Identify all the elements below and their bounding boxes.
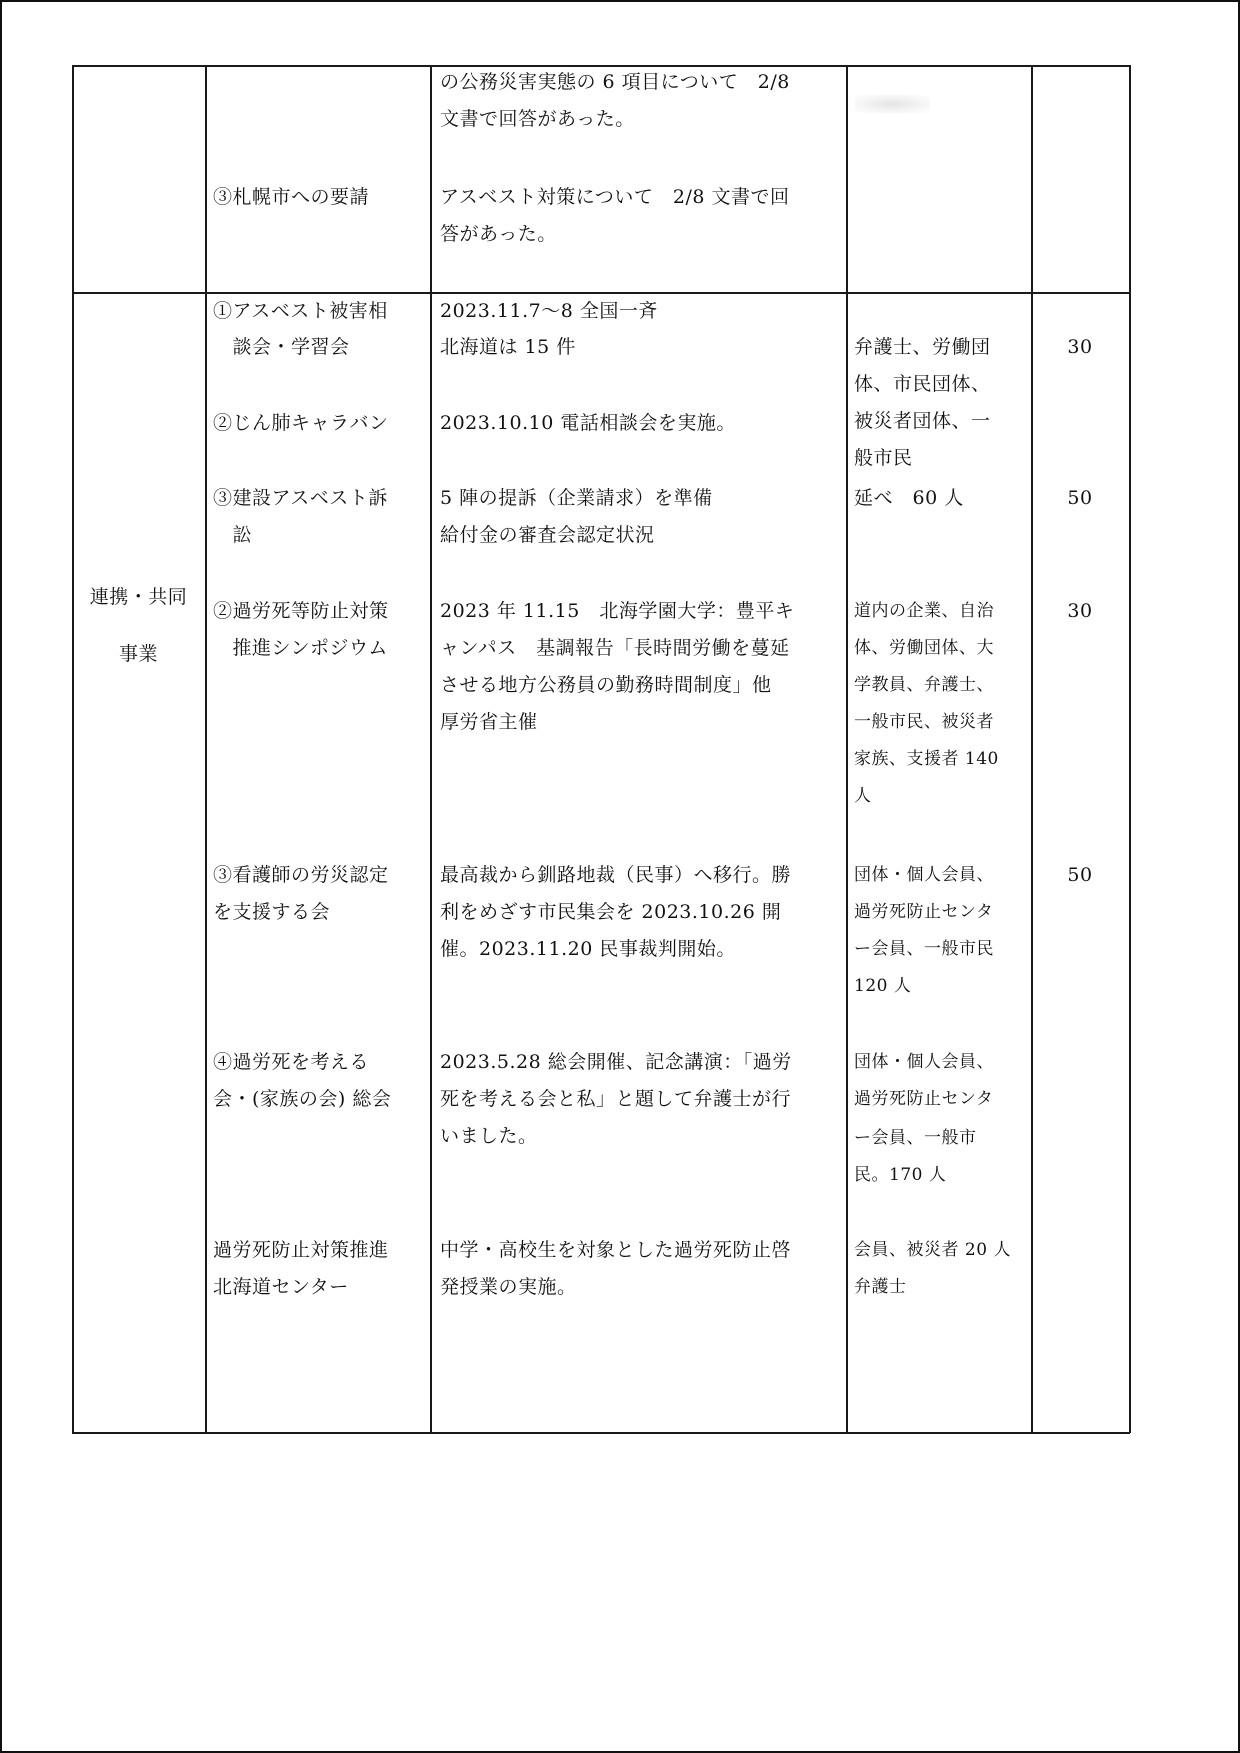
item-label: 推進シンポジウム (213, 637, 388, 659)
item-label: ④過労死を考える (213, 1051, 370, 1073)
content-text: 北海道は 15 件 (440, 336, 576, 358)
count-value: 50 (1067, 487, 1093, 509)
category-label: 事業 (118, 643, 158, 665)
item-label: ③看護師の労災認定 (213, 864, 389, 886)
participants-text: 体、労働団体、大 (854, 638, 994, 658)
participants-text: 弁護士、労働団 (854, 336, 991, 358)
content-text: 2023.11.7～8 全国一斉 (440, 300, 658, 322)
content-text: 死を考える会と私」と題して弁護士が行 (440, 1088, 792, 1110)
participants-text: 被災者団体、一 (854, 410, 991, 432)
content-text: 2023 年 11.15 北海学園大学：豊平キ (440, 600, 795, 622)
content-text: ャンパス 基調報告「長時間労働を蔓延 (440, 637, 790, 659)
participants-text: 120 人 (854, 976, 912, 996)
participants-text: 延べ 60 人 (854, 487, 964, 509)
table-bottom-border (72, 1432, 1130, 1434)
item-label: を支援する会 (213, 901, 331, 923)
participants-text: 一般市民、被災者 (854, 712, 994, 732)
participants-text: 人 (854, 786, 872, 806)
item-label: ①アスベスト被害相 (213, 300, 388, 322)
content-text: 5 陣の提訴（企業請求）を準備 (440, 487, 713, 509)
content-text: 催。2023.11.20 民事裁判開始。 (440, 938, 736, 960)
participants-text: ー会員、一般市民 (854, 939, 994, 959)
participants-text: 道内の企業、自治 (854, 601, 994, 621)
item-label: 会・(家族の会) 総会 (213, 1088, 392, 1110)
participants-text: 弁護士 (854, 1277, 907, 1297)
content-text: 利をめざす市民集会を 2023.10.26 開 (440, 901, 782, 923)
column-divider-2 (430, 65, 432, 1433)
content-text: 中学・高校生を対象とした過労死防止啓 (440, 1239, 792, 1261)
participants-text: 団体・個人会員、 (854, 865, 994, 885)
column-divider-1 (205, 65, 207, 1433)
content-text: いました。 (440, 1125, 538, 1147)
count-value: 50 (1067, 864, 1093, 886)
sapporo-content-line: 答があった。 (440, 223, 557, 245)
count-value: 30 (1067, 600, 1093, 622)
item-label: 過労死防止対策推進 (213, 1239, 389, 1261)
content-text: 厚労省主催 (440, 711, 538, 733)
participants-text: 会員、被災者 20 人 (854, 1240, 1011, 1260)
participants-text: 学教員、弁護士、 (854, 675, 994, 695)
count-value: 30 (1067, 336, 1093, 358)
content-text: させる地方公務員の勤務時間制度」他 (440, 674, 772, 696)
content-text: 給付金の審査会認定状況 (440, 524, 655, 546)
participants-text: 団体・個人会員、 (854, 1052, 994, 1072)
participants-text: 民。170 人 (854, 1165, 947, 1185)
item-label: ②過労死等防止対策 (213, 600, 389, 622)
column-divider-3 (846, 65, 848, 1433)
participants-text: 般市民 (854, 447, 913, 469)
continuation-content-line: の公務災害実態の 6 項目について 2/8 (440, 71, 790, 93)
continuation-content-line: 文書で回答があった。 (440, 108, 635, 130)
sapporo-content-line: アスベスト対策について 2/8 文書で回 (440, 186, 790, 208)
table-right-border (1129, 65, 1131, 1433)
content-text: 2023.10.10 電話相談会を実施。 (440, 412, 736, 434)
content-text: 2023.5.28 総会開催、記念講演：「過労 (440, 1051, 792, 1073)
column-divider-4 (1031, 65, 1033, 1433)
item-sapporo-request: ③札幌市への要請 (213, 186, 370, 208)
item-label: 訟 (213, 524, 253, 546)
content-text: 発授業の実施。 (440, 1276, 577, 1298)
category-label: 連携・共同 (89, 586, 188, 608)
participants-text: 家族、支援者 140 (854, 749, 999, 769)
item-label: 北海道センター (213, 1276, 349, 1298)
content-text: 最高裁から釧路地裁（民事）へ移行。勝 (440, 864, 792, 886)
participants-text: ー会員、一般市 (854, 1128, 977, 1148)
participants-text: 体、市民団体、 (854, 373, 991, 395)
item-label: ③建設アスベスト訴 (213, 487, 388, 509)
participants-text: 過労死防止センタ (854, 902, 994, 922)
table-left-border (72, 65, 74, 1433)
item-label: 談会・学習会 (213, 336, 350, 358)
item-label: ②じん肺キャラバン (213, 412, 389, 434)
activity-table (72, 65, 1130, 1433)
participants-text: 過労死防止センタ (854, 1089, 994, 1109)
